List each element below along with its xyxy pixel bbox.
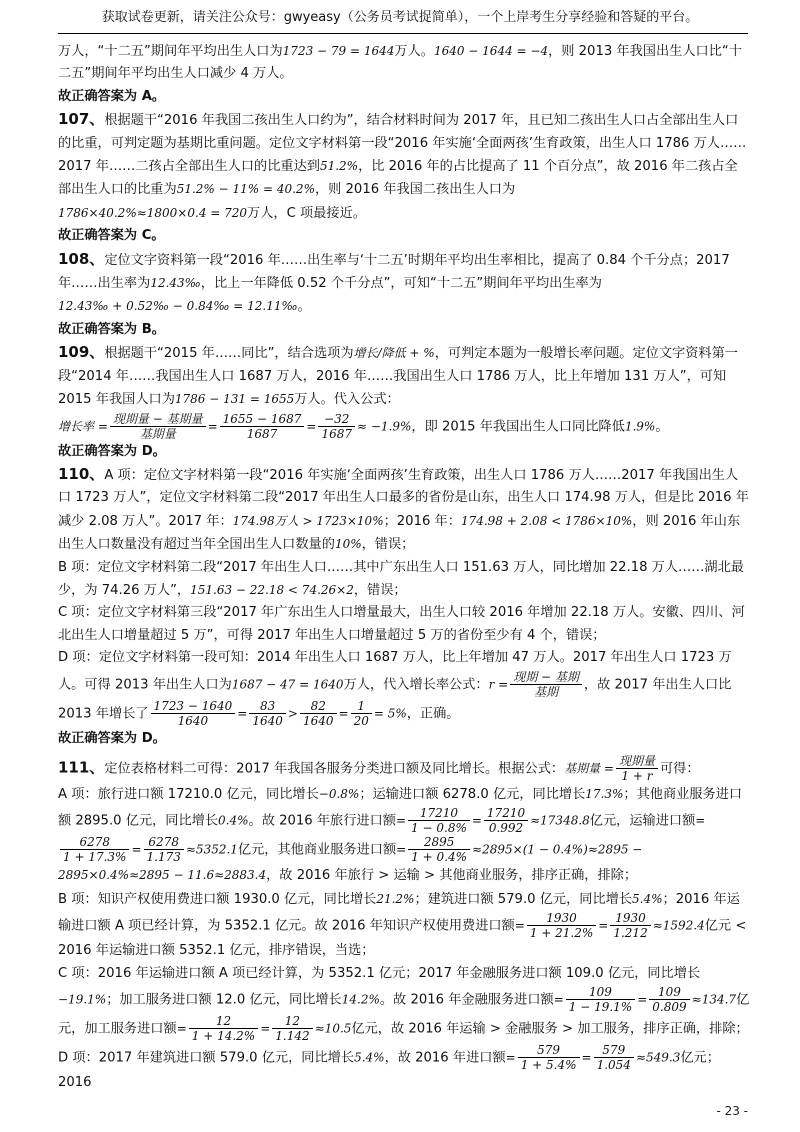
q111-option-a: A 项：旅行进口额 17210.0 亿元，同比增长−0.8%；运输进口额 6278.0 亿元，同比增长17.3%；其他商业服务进口额 2895.0 亿元，同比增长0.4%。故 2016 年旅行进口额= $\frac{17210}{1 - 0.8\%}$ = $\frac{17210}{0.992}$ ≈17348.8亿元，运输进口额= $\frac{6278}{1 + 17.3\%}$ = $\frac{6278}{1.173}$ ≈5352.1亿元，其他商业服务进口额= $\frac{2895}{1 + 0.4\%}$ ≈2895×(1 − 0.4%)≈2895 − 2895×0.4%≈2895 − 11.6≈2883.4，故 2016 年旅行 > 运输 > 其他商业服务，排序正确，排除； <box>58 786 743 884</box>
question-number: 109、 <box>58 343 105 362</box>
q106-answer: 故正确答案为 A。 <box>58 88 166 104</box>
header-divider <box>58 33 748 34</box>
q108-text: 108、定位文字资料第一段“2016 年……出生率与‘十二五’时期年平均出生率相比，提高了 0.84 个千分点；2017 年……出生率为12.43‰，比上一年降低 0.52 个千分点”，可知“十二五”期间年平均出生率为 12.43‰ + 0.52‰ − 0.84‰ = 12.11‰。 <box>58 249 730 315</box>
question-number: 108、 <box>58 249 105 268</box>
growth-formula-fraction: $\frac{\text{现期量 − 基期量}}{\text{基期量}}$ <box>110 412 206 441</box>
q107-answer: 故正确答案为 C。 <box>58 228 165 244</box>
question-number: 110、 <box>58 464 105 483</box>
answer-explanations <box>58 40 750 1094</box>
q108-answer: 故正确答案为 B。 <box>58 321 165 337</box>
page-header: 获取试卷更新，请关注公众号：gwyeasy（公务员考试捉简单），一个上岸考生分享经验和答疑的平台。 <box>101 10 699 25</box>
question-number: 111、 <box>58 758 105 777</box>
q111-option-b: B 项：知识产权使用费进口额 1930.0 亿元，同比增长21.2%；建筑进口额 579.0 亿元，同比增长5.4%；2016 年运输进口额 A 项已经计算，为 5352.1 亿元。故 2016 年知识产权使用费进口额= $\frac{1930}{1 + 21.2\%}$ = $\frac{1930}{1.212}$ ≈1592.4亿元 < 2016 年运输进口额 5352.1 亿元，排序错误，当选； <box>58 891 747 959</box>
page-number: - 23 - <box>716 1104 748 1118</box>
q109-text: 109、根据题干“2015 年……同比”，结合选项为增长/降低 + %，可判定本题为一般增长率问题。定位文字资料第一段“2014 年……我国出生人口 1687 万人，2016 年……我国出生人口 1786 万人，比上年增加 131 万人”，可知 2015 年我国人口为1786 − 131 = 1655万人。代入公式： 增长率 = $\frac{\text{现期量 − 基期量}}{\text{基期量}}$ = $\frac{1655 - 1687}{1687}$ = $\frac{-32}{1687}$ ≈ −1.9%，即 2015 年我国出生人口同比降低1.9%。 <box>58 343 738 441</box>
q110-option-a: 110、A 项：定位文字材料第一段“2016 年实施‘全面两孩’生育政策，出生人口 1786 万人……2017 年我国出生人口 1723 万人”，定位文字材料第二段“2017 年出生人口最多的省份是山东，出生人口 174.98 万人，但是比 2016 年减少 2.08 万人”。2017 年：174.98万人 > 1723×10%；2016 年：174.98 + 2.08 < 1786×10%，则 2016 年山东出生人口数量没有超过当年全国出生人口数量的10%，错误； <box>58 464 749 553</box>
q111-option-d: D 项：2017 年建筑进口额 579.0 亿元，同比增长5.4%，故 2016 年进口额= $\frac{579}{1 + 5.4\%}$ = $\frac{579}{1.054}$ ≈549.3亿元；2016 <box>58 1043 720 1090</box>
q110-option-d: D 项：定位文字材料第一段可知：2014 年出生人口 1687 万人，比上年增加 47 万人。2017 年出生人口 1723 万人。可得 2013 年出生人口为1687 − 47 = 1640万人，代入增长率公式：r = $\frac{\text{现期 − 基期}}{\text{基期}}$ ，故 2017 年出生人口比 2013 年增长了 $\frac{1723 - 1640}{1640}$ = $\frac{83}{1640}$ > $\frac{82}{1640}$ = $\frac{1}{20}$ = 5%，正确。 <box>58 650 732 728</box>
q107-text: 107、根据题干“2016 年我国二孩出生人口约为”，结合材料时间为 2017 年，且已知二孩出生人口占全部出生人口的比重，可判定题为基期比重问题。定位文字材料第一段“2016 年实施‘全面两孩’生育政策，出生人口 1786 万人……2017 年……二孩占全部出生人口的比重达到51.2%，比 2016 年的占比提高了 11 个百分点”，故 2016 年二孩占全部出生人口的比重为51.2% − 11% = 40.2%，则 2016 年我国二孩出生人口为 1786×40.2%≈1800×0.4 = 720万人，C 项最接近。 <box>58 110 747 221</box>
q110-answer: 故正确答案为 D。 <box>58 730 166 746</box>
q111-option-c: C 项：2016 年运输进口额 A 项已经计算，为 5352.1 亿元；2017 年金融服务进口额 109.0 亿元，同比增长−19.1%；加工服务进口额 12.0 亿元，同比增长14.2%。故 2016 年金融服务进口额= $\frac{109}{1 - 19.1\%}$ = $\frac{109}{0.809}$ ≈134.7亿元，加工服务进口额= $\frac{12}{1 + 14.2\%}$ = $\frac{12}{1.142}$ ≈10.5亿元，故 2016 年运输 > 金融服务 > 加工服务，排序正确，排除； <box>58 965 750 1043</box>
q110-option-c: C 项：定位文字材料第三段“2017 年广东出生人口增量最大，出生人口较 2016 年增加 22.18 万人。安徽、四川、河北出生人口增量超过 5 万”，可得 2017 年出生人口增量超过 5 万的省份至少有 4 个，错误； <box>58 605 745 643</box>
question-number: 107、 <box>58 110 105 129</box>
q111-intro: 111、定位表格材料二可得：2017 年我国各服务分类进口额及同比增长。根据公式：基期量 = $\frac{\text{现期量}}{1 + r}$ 可得： <box>58 753 700 783</box>
q106-text: 万人，“十二五”期间年平均出生人口为1723 − 79 = 1644万人。1640 − 1644 = −4，则 2013 年我国出生人口比“十二五”期间年平均出生人口减少 4 万人。 <box>58 44 742 82</box>
q109-answer: 故正确答案为 D。 <box>58 443 166 459</box>
q110-option-b: B 项：定位文字材料第二段“2017 年出生人口……其中广东出生人口 151.63 万人，同比增加 22.18 万人……湖北最少，为 74.26 万人”，151.63 − 22.18 < 74.26×2，错误； <box>58 559 744 598</box>
